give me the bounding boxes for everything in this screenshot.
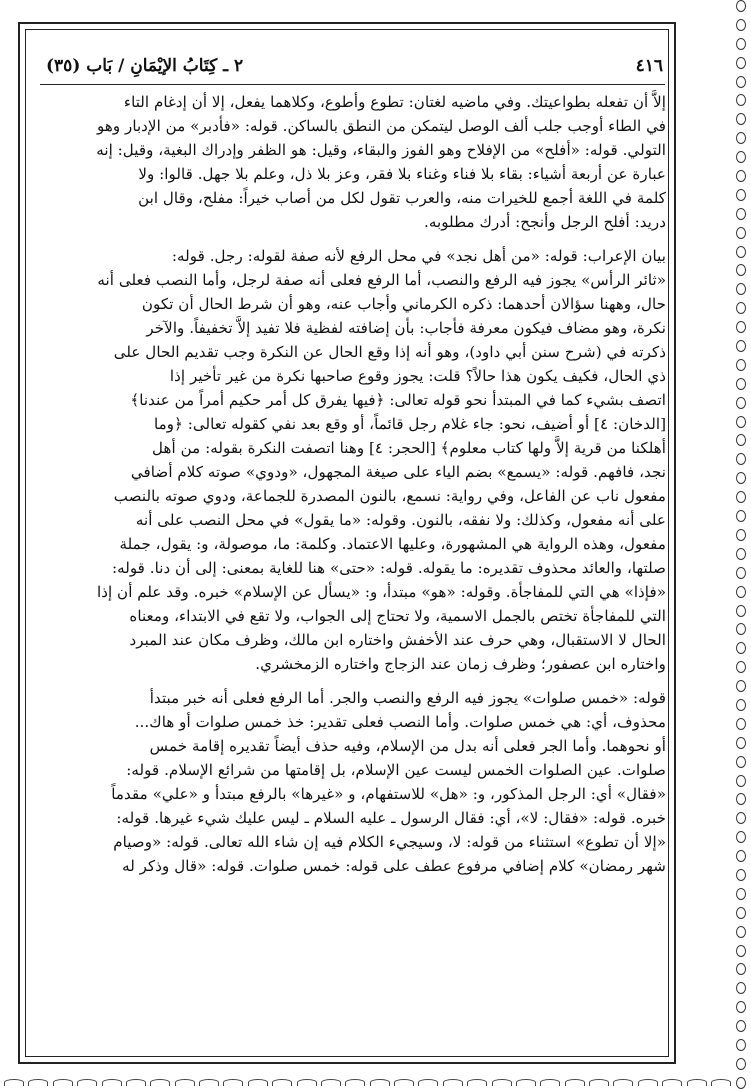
binding-ring (736, 699, 746, 711)
text-line: بيان الإعراب: قوله: «من أهل نجد» في محل الرفع لأنه صفة لقوله: رجل. قوله: (171, 247, 666, 265)
text-line: صلتها، والعائد محذوف تقديره: ما يقوله. قوله: «حتى» هنا للغاية بمعنى: إلى أن دنا. قوله: (111, 559, 666, 577)
ornament-arc (540, 1079, 560, 1086)
ornament-arc (102, 1079, 122, 1086)
binding-ring (736, 1039, 746, 1051)
text-line: كلمة في اللغة أجمع للخيرات منه، والعرب تقول لكل من أصاب خيراً: مفلح، وقال ابن (138, 189, 666, 207)
text-line: محذوف، أي: هي خمس صلوات. وأما النصب فعلى تقدير: خذ خمس صلوات أو هاك... (134, 713, 666, 731)
text-line: اتصف بشيء كما في المبتدأ نحو قوله تعالى: ﴿فيها يفرق كل أمر حكيم أمراً من عندنا﴾ (130, 391, 666, 409)
ornament-arc (492, 1079, 512, 1086)
ornament-arc (77, 1079, 97, 1086)
ornament-arc (662, 1079, 682, 1086)
binding-ring (736, 888, 746, 900)
text-line: على أنه مفعول، وكذلك: ولا نفقه، بالنون. وقوله: «ما يقول» في محل النصب على أنه (135, 511, 666, 529)
binding-ring (736, 453, 746, 465)
page-header (46, 56, 663, 82)
binding-ring (736, 57, 746, 69)
binding-ring (736, 642, 746, 654)
ornament-arc (4, 1079, 24, 1086)
binding-ring (736, 246, 746, 258)
text-line: عبارة عن أربعة أشياء: بقاء بلا فناء وغناء بلا فقر، وعز بلا ذل، وعلم بلا جهل. قالوا: ولا (138, 165, 666, 183)
binding-ornament (733, 0, 749, 1089)
text-line: «فإذا» هي التي للمفاجأة. وقوله: «هو» مبتدأ، و: «يسأل عن الإسلام» خبره. وقد علم أن إذا (97, 583, 666, 601)
binding-ring (736, 302, 746, 314)
binding-ring (736, 963, 746, 975)
binding-ring (736, 491, 746, 503)
binding-ring (736, 850, 746, 862)
binding-ring (736, 869, 746, 881)
ornament-arc (687, 1079, 707, 1086)
text-line: «ثائر الرأس» يجوز فيه الرفع والنصب، أما الرفع فعلى أنه صفة لرجل، وأما النصب فعلى أنه (97, 271, 666, 289)
binding-ring (736, 434, 746, 446)
binding-ring (736, 416, 746, 428)
ornament-arc (638, 1079, 658, 1086)
text-line: شهر رمضان» كلام إضافي مرفوع عطف على قوله: خمس صلوات. قوله: «قال وذكر له (122, 857, 666, 875)
ornament-arc (467, 1079, 487, 1086)
ornament-arc (394, 1079, 414, 1086)
binding-ring (736, 756, 746, 768)
text-line: التولي. قوله: «أفلح» من الإفلاح وهو الفوز والبقاء، وقيل: هو الظفر وإدراك البغية، وقيل: إنه (96, 141, 666, 159)
bottom-ornament (0, 1077, 735, 1087)
text-line: «فقال» أي: الرجل المذكور، و: «هل» للاستفهام، و «غيرها» بالرفع مبتدأ و «علي» مقدماً (111, 785, 666, 803)
ornament-arc (321, 1079, 341, 1086)
binding-ring (736, 1058, 746, 1070)
ornament-arc (53, 1079, 73, 1086)
ornament-arc (126, 1079, 146, 1086)
ornament-arc (516, 1079, 536, 1086)
binding-ring (736, 793, 746, 805)
binding-ring (736, 510, 746, 522)
binding-ring (736, 926, 746, 938)
binding-ring (736, 151, 746, 163)
running-title: ٢ ـ كِتَابُ الإيْمَانِ / بَاب (٣٥) (46, 56, 244, 76)
ornament-arc (175, 1079, 195, 1086)
binding-ring (736, 264, 746, 276)
text-line: نكرة، وهو مضاف فيكون معرفة فأجاب: بأن إضافته لفظية فلا تفيد إلاَّ تخفيفاً. والآخر (146, 319, 666, 337)
binding-ring (736, 737, 746, 749)
binding-ring (736, 38, 746, 50)
ornament-arc (565, 1079, 585, 1086)
binding-ring (736, 170, 746, 182)
text-line: إلاَّ أن تفعله بطواعيتك. وفي ماضيه لغتان: تطوع وأطوع، وكلاهما يفعل، إلا أن إدغام التاء (123, 93, 666, 111)
text-line: الحال لا الاستقبال، وهي حرف عند الأخفش واختاره ابن مالك، وظرف مكان عند المبرد (129, 631, 666, 649)
binding-ring (736, 1020, 746, 1032)
binding-ring (736, 945, 746, 957)
page-number: ٤١٦ (635, 56, 663, 76)
ornament-arc (223, 1079, 243, 1086)
binding-ring (736, 359, 746, 371)
binding-ring (736, 113, 746, 125)
paragraph-2 (48, 244, 666, 676)
text-line: حال، وههنا سؤالان أحدهما: ذكره الكرماني وأجاب عنه، وهو أن شرط الحال أن تكون (141, 295, 666, 313)
ornament-arc (613, 1079, 633, 1086)
binding-ring (736, 76, 746, 88)
text-line: «إلا أن تطوع» استثناء من قوله: لا، وسيجيء الكلام فيه إن شاء الله تعالى. قوله: «وصيام (113, 833, 666, 851)
ornament-arc (711, 1079, 731, 1086)
text-line: التي للمفاجأة تختص بالجمل الاسمية، ولا تحتاج إلى الجواب، ولا تقع في الابتداء، ومعناه (129, 607, 666, 625)
binding-ring (736, 680, 746, 692)
binding-ring (736, 208, 746, 220)
ornament-arc (589, 1079, 609, 1086)
ornament-arc (28, 1079, 48, 1086)
binding-ring (736, 812, 746, 824)
text-line: ذي الحال، فكيف يكون هذا حالاً؟ قلت: يجوز وقوع صاحبها نكرة من غير تأخير إذا (169, 367, 666, 385)
binding-ring (736, 529, 746, 541)
ornament-arc (272, 1079, 292, 1086)
binding-ring (736, 661, 746, 673)
text-line: قوله: «خمس صلوات» يجوز فيه الرفع والنصب والجر. أما الرفع فعلى أنه خبر مبتدأ (149, 689, 666, 707)
ornament-arc (199, 1079, 219, 1086)
binding-ring (736, 472, 746, 484)
text-line: نجد، فافهم. قوله: «يسمع» بضم الياء على صيغة المجهول، «ودوي» صوته كلام أضافي (130, 463, 666, 481)
ornament-arc (418, 1079, 438, 1086)
binding-ring (736, 1077, 746, 1089)
ornament-arc (345, 1079, 365, 1086)
text-line: مفعول، وهذه الرواية هي المشهورة، وعليها الاعتماد. وكلمة: ما، موصولة، و: يقول، جملة (119, 535, 666, 553)
text-line: واختاره ابن عصفور؛ وظرف زمان عند الزجاج واختاره الزمخشري. (255, 655, 666, 673)
binding-ring (736, 283, 746, 295)
text-line: ذكرته في (شرح سنن أبي داود)، وهو أنه إذا وقع الحال عن النكرة وجب تقديم الحال على (113, 343, 666, 361)
text-line: مفعول ناب عن الفاعل، وفي رواية: نسمع، بالنون المصدرة للجماعة، ودوي صوته بالنصب (113, 487, 666, 505)
binding-ring (736, 321, 746, 333)
page-body (48, 90, 666, 888)
text-line: [الدخان: ٤] أو أضيف، نحو: جاء غلام رجل قائماً، أو وقع بعد نفي كقوله تعالى: ﴿وما (153, 415, 666, 433)
binding-ring (736, 548, 746, 560)
text-line: صلوات. عين الصلوات الخمس ليست عين الإسلام، بل إقامتها من شرائع الإسلام. قوله: (126, 761, 666, 779)
binding-ring (736, 567, 746, 579)
binding-ring (736, 775, 746, 787)
text-line: دريد: أفلح الرجل وأنجح: أدرك مطلوبه. (424, 213, 666, 231)
ornament-arc (150, 1079, 170, 1086)
binding-ring (736, 718, 746, 730)
binding-ring (736, 982, 746, 994)
binding-ring (736, 94, 746, 106)
binding-ring (736, 227, 746, 239)
binding-ring (736, 605, 746, 617)
ornament-arc (248, 1079, 268, 1086)
header-rule (40, 84, 665, 85)
binding-ring (736, 907, 746, 919)
binding-ring (736, 19, 746, 31)
binding-ring (736, 397, 746, 409)
ornament-arc (370, 1079, 390, 1086)
text-line: أو نحوهما. وأما الجر فعلى أنه بدل من الإسلام، وفيه حذف أيضاً تقديره إقامة خمس (149, 737, 666, 755)
binding-ring (736, 586, 746, 598)
binding-ring (736, 189, 746, 201)
binding-ring (736, 132, 746, 144)
binding-ring (736, 831, 746, 843)
text-line: خبره. قوله: «فقال: لا»، أي: فقال الرسول ـ عليه السلام ـ ليس عليك شيء غيرها. قوله: (116, 809, 666, 827)
paragraph-1 (48, 90, 666, 234)
binding-ring (736, 623, 746, 635)
ornament-arc (297, 1079, 317, 1086)
ornament-arc (443, 1079, 463, 1086)
binding-ring (736, 378, 746, 390)
binding-ring (736, 0, 746, 12)
text-line: في الطاء أوجب جلب ألف الوصل ليتمكن من النطق بالساكن. قوله: «فأدبر» من الإدبار وهو (96, 117, 666, 135)
text-line: أهلكنا من قرية إلاَّ ولها كتاب معلوم﴾ [الحجر: ٤] وهنا اتصفت النكرة بقوله: من أهل (152, 439, 666, 457)
paragraph-3 (48, 686, 666, 878)
binding-ring (736, 1001, 746, 1013)
binding-ring (736, 340, 746, 352)
